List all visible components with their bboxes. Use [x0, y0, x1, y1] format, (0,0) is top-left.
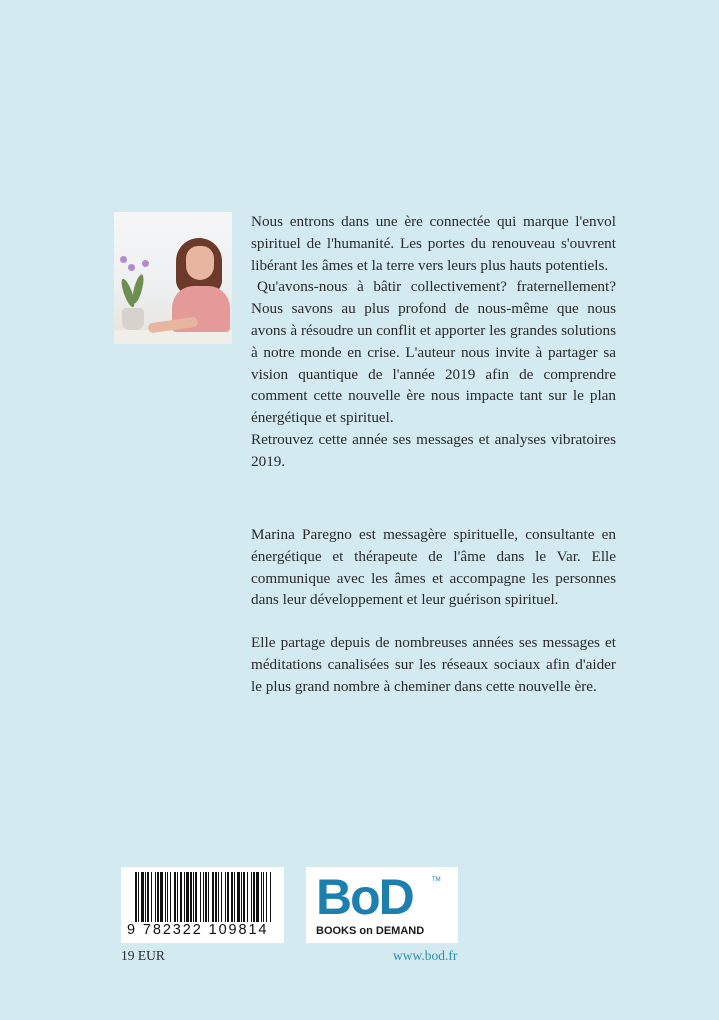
- barcode-bar: [218, 872, 219, 922]
- publisher-url: www.bod.fr: [393, 948, 458, 963]
- barcode-bar: [174, 872, 176, 922]
- barcode-bar: [165, 872, 166, 922]
- bod-wordmark: BoD: [316, 869, 413, 925]
- barcode-bar: [141, 872, 144, 922]
- barcode-bar: [212, 872, 214, 922]
- barcode-bar: [251, 872, 252, 922]
- barcode-bar: [247, 872, 248, 922]
- barcode-bar: [186, 872, 189, 922]
- barcode-bar: [195, 872, 197, 922]
- photo-flower: [120, 256, 127, 263]
- bod-trademark: TM: [432, 877, 441, 883]
- barcode-bar: [135, 872, 137, 922]
- barcode-bar: [221, 872, 222, 922]
- photo-table: [114, 330, 232, 344]
- isbn-digits: 9 782322 109814: [127, 922, 269, 938]
- isbn-barcode: [121, 867, 284, 943]
- barcode-bar: [170, 872, 171, 922]
- barcode-bar: [167, 872, 168, 922]
- barcode-bar: [237, 872, 240, 922]
- publisher-logo: [306, 867, 458, 943]
- book-blurb: [251, 211, 616, 473]
- bio-paragraph: Elle partage depuis de nombreuses années ses messages et méditations canalisées sur les réseaux sociaux afin d'aider le plus grand nombre à cheminer dans cette nouvelle ère.: [251, 634, 616, 695]
- photo-vase: [122, 308, 144, 330]
- barcode-bar: [241, 872, 242, 922]
- photo-leaf: [130, 273, 145, 304]
- barcode-bar: [145, 872, 146, 922]
- barcode-bar: [227, 872, 229, 922]
- author-photo: [114, 212, 232, 344]
- barcode-bar: [155, 872, 156, 922]
- barcode-bar: [138, 872, 139, 922]
- barcode-bar: [190, 872, 192, 922]
- author-bio: [251, 524, 616, 698]
- barcode-bar: [261, 872, 262, 922]
- barcode-bar: [266, 872, 267, 922]
- photo-flower: [142, 260, 149, 267]
- barcode-bar: [225, 872, 226, 922]
- bio-paragraph: Marina Paregno est messagère spirituelle, consultante en énergétique et thérapeute de l'âme dans le Var. Elle communique avec les âmes et accompagne les personnes dans leur développement et leur guérison spirituel.: [251, 526, 616, 609]
- bod-tagline: BOOKS on DEMAND: [316, 925, 425, 937]
- barcode-bar: [253, 872, 255, 922]
- blurb-paragraph: Qu'avons-nous à bâtir collectivement? fraternellement? Nous savons au plus profond de nous-même que nous avons à résoudre un conflit et apporter les grandes solutions à notre monde en crise. L'auteur nous invite à partager sa vision quantique de l'année 2019 afin de comprendre comment cette nouvelle ère nous impacte tant sur le plan énergétique et spirituel.: [251, 278, 616, 427]
- price-label: 19 EUR: [121, 948, 165, 963]
- barcode-bar: [157, 872, 159, 922]
- barcode-bar: [160, 872, 163, 922]
- barcode-bar: [184, 872, 185, 922]
- barcode-bar: [177, 872, 178, 922]
- blurb-paragraph: Nous entrons dans une ère connectée qui marque l'envol spirituel de l'humanité. Les portes du renouveau s'ouvrent libérant les âmes et la terre vers leurs plus hauts potentiels.: [251, 213, 616, 274]
- photo-face: [186, 246, 214, 280]
- barcode-bar: [205, 872, 207, 922]
- barcode-bar: [151, 872, 152, 922]
- barcode-bar: [200, 872, 201, 922]
- barcode-bar: [263, 872, 264, 922]
- barcode-bars: [135, 872, 271, 922]
- barcode-bar: [147, 872, 149, 922]
- barcode-bar: [243, 872, 245, 922]
- barcode-bar: [180, 872, 182, 922]
- barcode-bar: [234, 872, 235, 922]
- photo-flower: [128, 264, 135, 271]
- barcode-bar: [256, 872, 259, 922]
- barcode-bar: [215, 872, 217, 922]
- barcode-bar: [203, 872, 204, 922]
- barcode-bar: [208, 872, 209, 922]
- barcode-bar: [270, 872, 271, 922]
- blurb-paragraph: Retrouvez cette année ses messages et analyses vibratoires 2019.: [251, 430, 616, 470]
- barcode-bar: [231, 872, 233, 922]
- barcode-bar: [193, 872, 194, 922]
